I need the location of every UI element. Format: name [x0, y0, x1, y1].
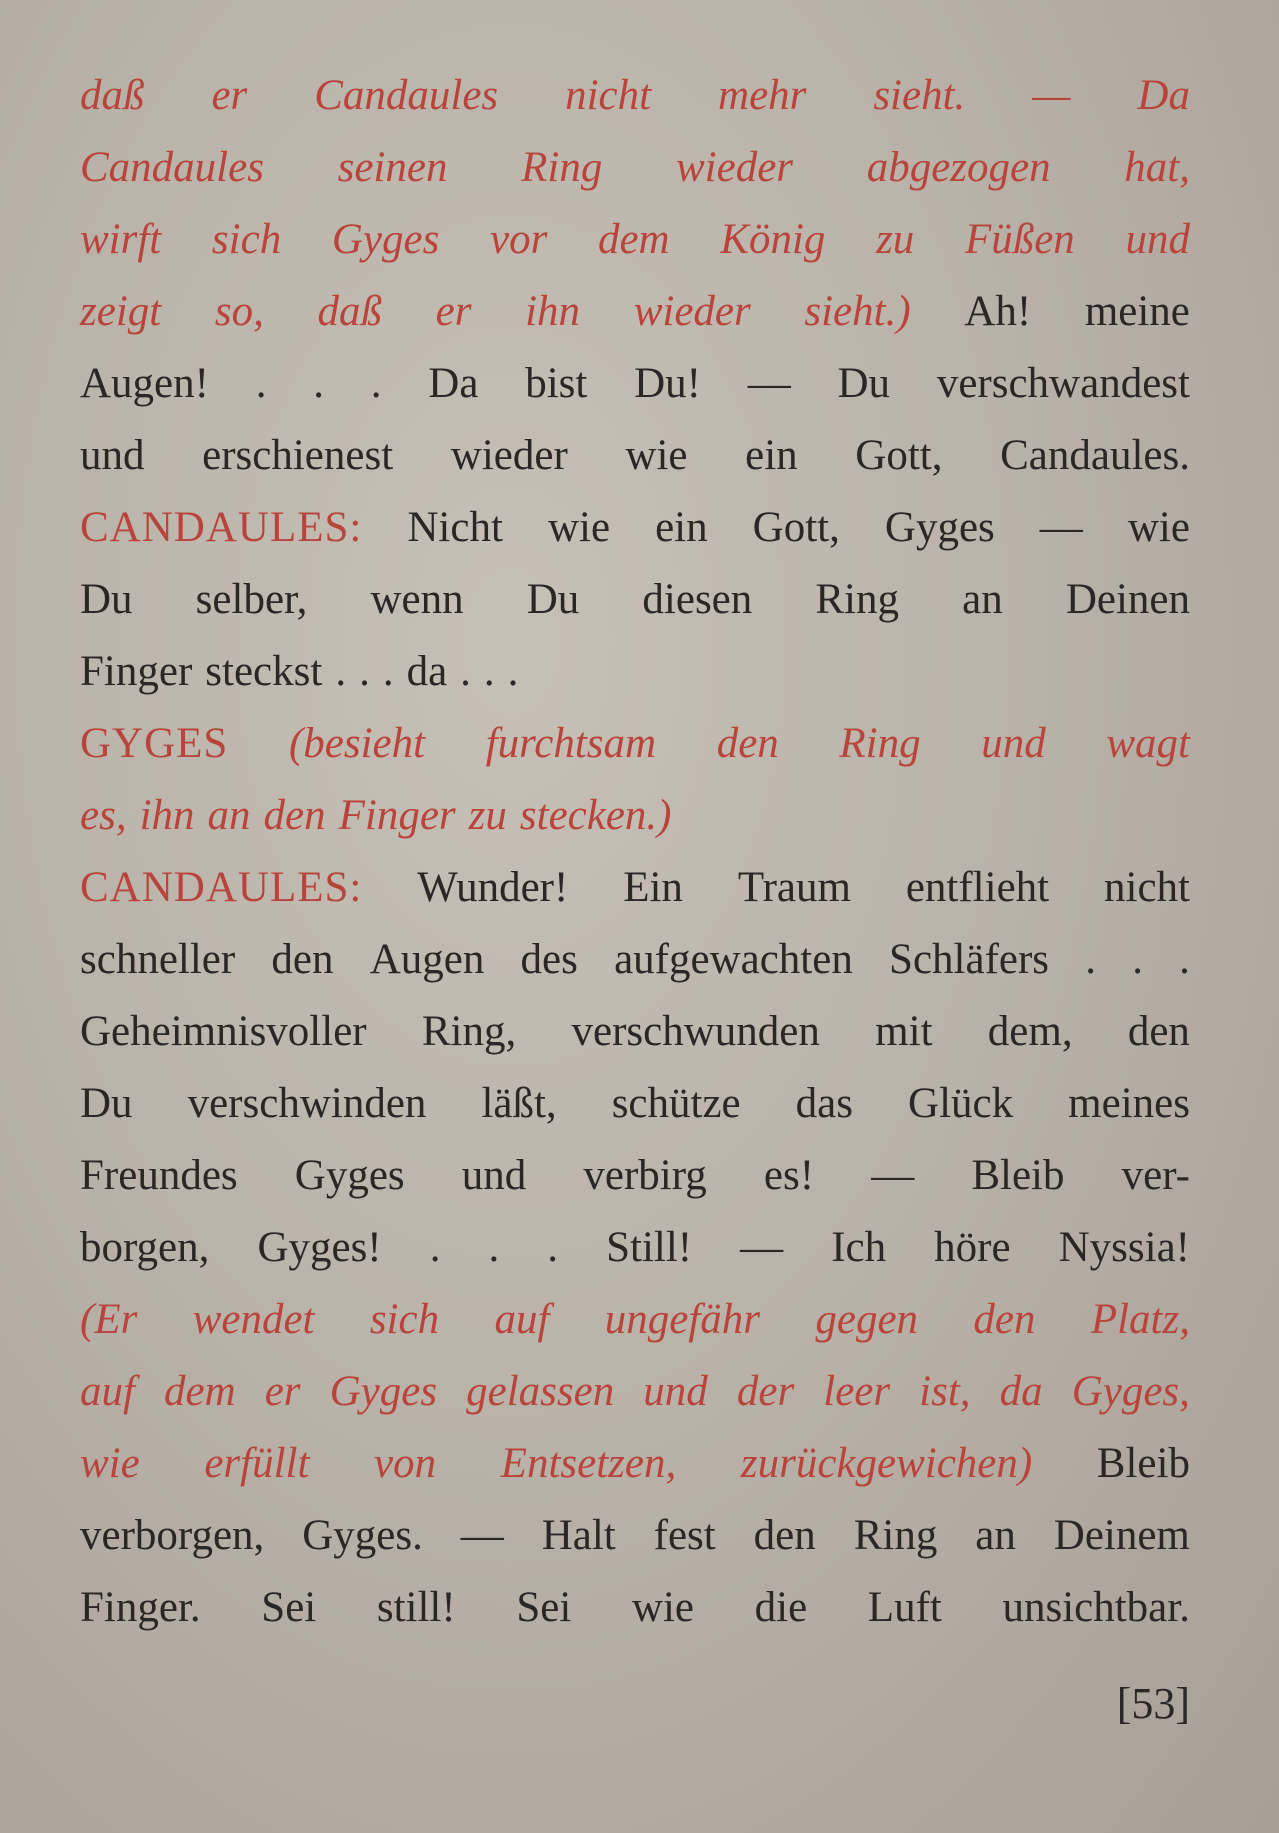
word: Ring: [853, 1512, 938, 1559]
word: meines: [1068, 1080, 1190, 1127]
word: wirft: [80, 216, 162, 263]
word: verborgen,: [80, 1512, 265, 1559]
word: stecken.): [519, 792, 672, 839]
word: Gyges: [331, 216, 440, 263]
word: dem,: [987, 1008, 1073, 1055]
text-line: [80, 564, 1190, 636]
word: .: [255, 360, 267, 407]
word: Gott,: [752, 504, 840, 551]
word: nicht: [565, 72, 652, 119]
word: borgen,: [80, 1224, 210, 1271]
word: Ring: [521, 144, 603, 191]
word: Gott,: [855, 432, 943, 479]
word: wie: [547, 504, 611, 551]
word: —: [1039, 504, 1083, 551]
word: wendet: [192, 1296, 315, 1343]
word: aufgewachten: [614, 936, 853, 983]
word: .: [488, 1224, 500, 1271]
word: .: [313, 360, 324, 407]
word: Du: [80, 576, 133, 623]
text-line: [80, 1284, 1190, 1356]
word: auf: [494, 1296, 550, 1343]
word: erfüllt: [204, 1440, 310, 1487]
word: Finger: [338, 792, 456, 839]
word: seinen: [337, 144, 448, 191]
word: steckst: [205, 648, 323, 695]
text-line: [80, 924, 1190, 996]
word: auf: [80, 1368, 135, 1415]
word: selber,: [195, 576, 308, 623]
word: wenn: [370, 576, 464, 623]
word: leer: [823, 1368, 891, 1415]
word: furchtsam: [485, 720, 657, 767]
word: er: [211, 72, 248, 119]
word: Du: [837, 360, 891, 407]
word: Geheimnisvoller: [80, 1008, 367, 1055]
word: —: [740, 1224, 784, 1271]
word: abgezogen: [866, 144, 1051, 191]
word: wie: [631, 1584, 694, 1631]
text-line: [80, 1572, 1190, 1644]
word: Schläfers: [889, 936, 1050, 983]
word: wieder: [676, 144, 794, 191]
text-line: [80, 204, 1190, 276]
word: und: [981, 720, 1046, 767]
word: Gyges!: [257, 1224, 382, 1271]
text-line: [80, 132, 1190, 204]
word: verschwandest: [936, 360, 1190, 407]
word: ist,: [919, 1368, 971, 1415]
word: .: [460, 648, 471, 695]
word: den: [716, 720, 779, 767]
word: da: [999, 1368, 1043, 1415]
word: dem: [164, 1368, 236, 1415]
word: wie: [80, 1440, 140, 1487]
word: (besieht: [288, 720, 426, 767]
word: zu: [468, 792, 507, 839]
word: Candaules: [314, 72, 499, 119]
word: zurückgewichen): [740, 1440, 1033, 1487]
book-page: [80, 60, 1190, 1760]
word: Da: [1137, 72, 1190, 119]
word: Augen: [369, 936, 485, 983]
word: sich: [211, 216, 282, 263]
word: wieder: [633, 288, 751, 335]
text-line: [80, 708, 1190, 780]
word: .: [370, 360, 382, 407]
word: Bleib: [971, 1152, 1065, 1199]
word: Candaules: [80, 144, 264, 191]
word: Luft: [867, 1584, 942, 1631]
word: Gyges: [329, 1368, 438, 1415]
word: gegen: [815, 1296, 919, 1343]
word: an: [962, 576, 1003, 623]
word: an: [207, 792, 251, 839]
word: Ring: [815, 576, 900, 623]
word: diesen: [642, 576, 753, 623]
word: .: [1179, 936, 1190, 983]
word: den: [753, 1512, 816, 1559]
word: Ein: [623, 864, 683, 911]
word: Deinen: [1065, 576, 1190, 623]
text-line: [80, 348, 1190, 420]
text-line: [80, 636, 1190, 708]
word: gelassen: [466, 1368, 615, 1415]
word: wagt: [1106, 720, 1190, 767]
word: Halt: [541, 1512, 616, 1559]
word: höre: [934, 1224, 1011, 1271]
word: so,: [214, 288, 264, 335]
word: .: [335, 648, 347, 695]
word: Finger.: [80, 1584, 201, 1631]
word: und: [80, 432, 145, 479]
text-line: [80, 1500, 1190, 1572]
word: —: [460, 1512, 504, 1559]
word: ver-: [1121, 1152, 1190, 1199]
word: schneller: [80, 936, 236, 983]
word: Nicht: [407, 504, 503, 551]
word: Füßen: [964, 216, 1075, 263]
text-line: [80, 852, 1190, 924]
word: Gyges: [884, 504, 995, 551]
word: sich: [369, 1296, 440, 1343]
text-line: [80, 420, 1190, 492]
word: das: [795, 1080, 853, 1127]
word: —: [747, 360, 791, 407]
word: läßt,: [481, 1080, 557, 1127]
text-line: [80, 1428, 1190, 1500]
word: Du: [526, 576, 580, 623]
word: Wunder!: [417, 864, 569, 911]
word: fest: [653, 1512, 716, 1559]
word: und: [1125, 216, 1190, 263]
word: .: [547, 1224, 559, 1271]
word: ihn: [525, 288, 581, 335]
word: Ring: [839, 720, 921, 767]
word: des: [520, 936, 578, 983]
word: sieht.: [873, 72, 966, 119]
text-line: [80, 1068, 1190, 1140]
word: mit: [875, 1008, 933, 1055]
word: Bleib: [1096, 1440, 1190, 1487]
word: Finger: [80, 648, 193, 695]
word: ein: [745, 432, 798, 479]
text-line: [80, 780, 1190, 852]
word: Deinem: [1053, 1512, 1190, 1559]
word: Nyssia!: [1058, 1224, 1190, 1271]
word: schütze: [611, 1080, 741, 1127]
word: Candaules.: [1000, 432, 1190, 479]
word: vor: [489, 216, 548, 263]
word: ein: [655, 504, 708, 551]
word: Da: [428, 360, 479, 407]
word: verschwunden: [571, 1008, 820, 1055]
word: es,: [80, 792, 127, 839]
word: ihn: [139, 792, 195, 839]
word: und: [461, 1152, 527, 1199]
word: CANDAULES:: [80, 504, 363, 551]
word: da: [406, 648, 448, 695]
word: Platz,: [1090, 1296, 1190, 1343]
word: Ring,: [421, 1008, 517, 1055]
word: .: [483, 648, 495, 695]
word: ungefähr: [604, 1296, 761, 1343]
word: Du: [80, 1080, 133, 1127]
word: Glück: [908, 1080, 1014, 1127]
word: wie: [625, 432, 688, 479]
text-line: [80, 1356, 1190, 1428]
word: Sei: [261, 1584, 317, 1631]
word: den: [271, 936, 334, 983]
word: .: [507, 648, 519, 695]
word: sieht.): [804, 288, 911, 335]
word: —: [1032, 72, 1071, 119]
word: Freundes: [80, 1152, 238, 1199]
word: (Er: [80, 1296, 138, 1343]
word: wieder: [450, 432, 568, 479]
word: entflieht: [905, 864, 1050, 911]
word: daß: [80, 72, 145, 119]
word: den: [263, 792, 326, 839]
word: von: [374, 1440, 437, 1487]
word: Augen!: [80, 360, 209, 407]
word: Ich: [831, 1224, 887, 1271]
word: der: [736, 1368, 795, 1415]
word: .: [429, 1224, 441, 1271]
word: wie: [1127, 504, 1190, 551]
word: GYGES: [80, 720, 229, 767]
word: die: [754, 1584, 808, 1631]
word: .: [359, 648, 370, 695]
word: verschwinden: [187, 1080, 427, 1127]
word: nicht: [1104, 864, 1190, 911]
word: zu: [876, 216, 915, 263]
word: Traum: [737, 864, 851, 911]
word: bist: [525, 360, 588, 407]
word: Entsetzen,: [500, 1440, 677, 1487]
word: Sei: [516, 1584, 572, 1631]
word: hat,: [1124, 144, 1190, 191]
word: .: [382, 648, 394, 695]
word: .: [1132, 936, 1143, 983]
word: CANDAULES:: [80, 864, 363, 911]
word: Du!: [634, 360, 701, 407]
word: daß: [317, 288, 382, 335]
word: mehr: [718, 72, 807, 119]
text-line: [80, 492, 1190, 564]
text-line: [80, 1212, 1190, 1284]
word: Ah!: [964, 288, 1032, 335]
text-line: [80, 1140, 1190, 1212]
text-line: [80, 996, 1190, 1068]
word: —: [871, 1152, 915, 1199]
word: Gyges.: [302, 1512, 423, 1559]
word: Gyges: [294, 1152, 405, 1199]
word: Still!: [606, 1224, 693, 1271]
word: verbirg: [583, 1152, 707, 1199]
word: König: [720, 216, 826, 263]
word: erschienest: [202, 432, 394, 479]
word: er: [435, 288, 472, 335]
word: er: [264, 1368, 301, 1415]
word: zeigt: [80, 288, 162, 335]
word: an: [975, 1512, 1016, 1559]
word: den: [973, 1296, 1036, 1343]
word: dem: [597, 216, 670, 263]
word: und: [643, 1368, 708, 1415]
word: unsichtbar.: [1002, 1584, 1190, 1631]
text-line: [80, 276, 1190, 348]
word: still!: [376, 1584, 456, 1631]
word: den: [1127, 1008, 1190, 1055]
word: Gyges,: [1071, 1368, 1190, 1415]
text-line: [80, 60, 1190, 132]
word: es!: [763, 1152, 815, 1199]
page-number: [53]: [1116, 1679, 1190, 1728]
word: .: [1085, 936, 1096, 983]
word: meine: [1084, 288, 1190, 335]
